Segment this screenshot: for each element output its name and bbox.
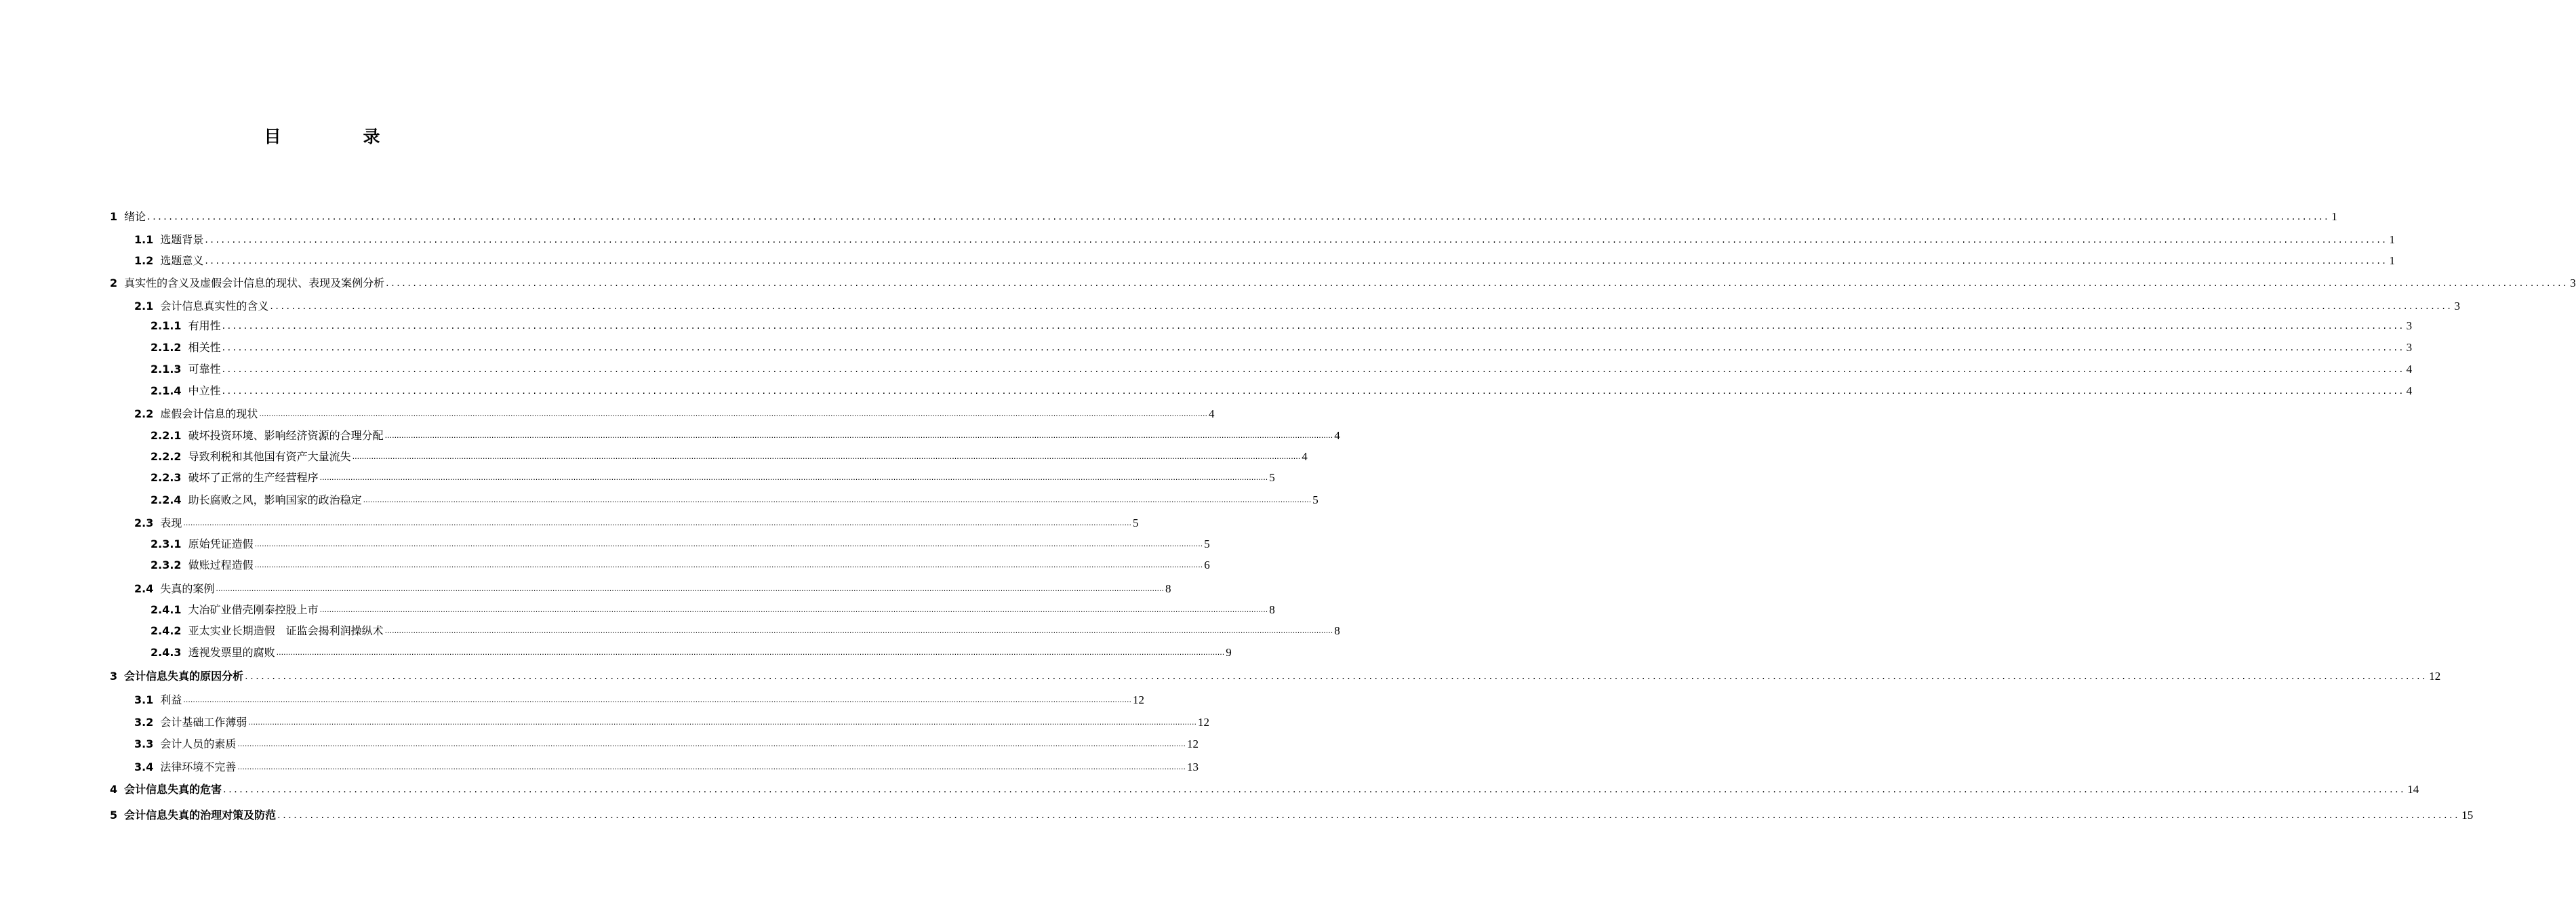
toc-entry[interactable] bbox=[110, 207, 2337, 224]
toc-entry[interactable] bbox=[150, 468, 1275, 485]
toc-entry[interactable] bbox=[134, 713, 1209, 729]
toc-entry[interactable] bbox=[150, 643, 1232, 660]
toc-entry-label: 中立性 bbox=[188, 384, 221, 397]
toc-entry-page: 4 bbox=[1302, 450, 1308, 463]
toc-entry-label: 会计信息失真的危害 bbox=[124, 783, 222, 796]
toc-dot-leader: ................................................................................................................................................................................................................................................................................................................................................................................................................ bbox=[223, 784, 2407, 795]
toc-dot-leader: ................................................................................................................................................................................................................................................................................................................................................................................................................ bbox=[183, 519, 1131, 527]
toc-dot-leader: ................................................................................................................................................................................................................................................................................................................................................................................................................ bbox=[277, 810, 2461, 821]
toc-entry-number: 2.1.3 bbox=[150, 363, 182, 376]
toc-dot-leader: ................................................................................................................................................................................................................................................................................................................................................................................................................ bbox=[276, 648, 1225, 657]
toc-entry-number: 2 bbox=[110, 277, 118, 289]
toc-entry-number: 3.1 bbox=[134, 693, 154, 706]
toc-entry-page: 3 bbox=[2406, 319, 2413, 332]
toc-entry-number: 2.4.2 bbox=[150, 624, 182, 637]
toc-entry-page: 4 bbox=[1209, 407, 1215, 420]
toc-entry[interactable] bbox=[110, 780, 2419, 796]
toc-dot-leader: ................................................................................................................................................................................................................................................................................................................................................................................................................ bbox=[222, 321, 2405, 331]
toc-entry-page: 1 bbox=[2389, 254, 2395, 267]
toc-entry[interactable] bbox=[150, 360, 2413, 376]
toc-entry-page: 5 bbox=[1312, 493, 1319, 506]
toc-dot-leader: ................................................................................................................................................................................................................................................................................................................................................................................................................ bbox=[222, 386, 2405, 397]
toc-entry[interactable] bbox=[134, 735, 1199, 751]
toc-dot-leader: ................................................................................................................................................................................................................................................................................................................................................................................................................ bbox=[248, 718, 1196, 727]
toc-entry-page: 5 bbox=[1269, 471, 1275, 484]
toc-entry-number: 2.4.3 bbox=[150, 646, 182, 659]
toc-entry-number: 5 bbox=[110, 809, 118, 822]
toc-entry-number: 2.1 bbox=[134, 300, 154, 312]
toc-entry-page: 13 bbox=[1187, 761, 1199, 773]
toc-entry-page: 15 bbox=[2461, 809, 2474, 822]
page-title: 目 录 bbox=[264, 127, 413, 146]
toc-entry-page: 3 bbox=[2406, 341, 2413, 354]
toc-entry-number: 2.2.4 bbox=[150, 493, 182, 506]
toc-entry-page: 4 bbox=[2406, 384, 2413, 397]
toc-dot-leader: ................................................................................................................................................................................................................................................................................................................................................................................................................ bbox=[254, 540, 1203, 548]
toc-entry-number: 3.3 bbox=[134, 737, 154, 750]
toc-entry[interactable] bbox=[134, 758, 1199, 774]
toc-entry-label: 利益 bbox=[160, 693, 182, 706]
toc-entry[interactable] bbox=[150, 447, 1308, 464]
toc-entry[interactable] bbox=[134, 251, 2395, 268]
toc-entry-number: 2.2.1 bbox=[150, 429, 182, 442]
toc-entry-number: 2.2 bbox=[134, 407, 154, 420]
toc-entry-number: 2.1.2 bbox=[150, 341, 182, 354]
toc-entry-label: 会计信息失真的原因分析 bbox=[124, 670, 244, 683]
toc-entry-page: 12 bbox=[2429, 670, 2441, 683]
toc-entry-label: 选题意义 bbox=[160, 254, 204, 267]
toc-dot-leader: ................................................................................................................................................................................................................................................................................................................................................................................................................ bbox=[384, 626, 1333, 635]
toc-entry-page: 12 bbox=[1198, 716, 1209, 729]
toc-entry-page: 12 bbox=[1133, 693, 1144, 706]
toc-entry-page: 14 bbox=[2407, 783, 2419, 796]
toc-entry-number: 3.4 bbox=[134, 761, 154, 773]
toc-entry[interactable] bbox=[134, 405, 1215, 421]
toc-entry-number: 1 bbox=[110, 210, 118, 223]
toc-entry[interactable] bbox=[150, 556, 1210, 572]
toc-entry-label: 有用性 bbox=[188, 319, 221, 332]
toc-entry-number: 2.3 bbox=[134, 517, 154, 529]
toc-entry-page: 3 bbox=[2570, 277, 2576, 289]
toc-entry[interactable] bbox=[110, 667, 2441, 683]
toc-dot-leader: ................................................................................................................................................................................................................................................................................................................................................................................................................ bbox=[237, 740, 1186, 748]
toc-entry-number: 2.4.1 bbox=[150, 603, 182, 616]
toc-entry-page: 3 bbox=[2454, 300, 2460, 312]
toc-entry[interactable] bbox=[150, 317, 2413, 333]
toc-entry[interactable] bbox=[110, 806, 2474, 822]
toc-entry-label: 失真的案例 bbox=[160, 582, 215, 595]
toc-dot-leader: ................................................................................................................................................................................................................................................................................................................................................................................................................ bbox=[222, 342, 2405, 353]
toc-entry-number: 1.2 bbox=[134, 254, 154, 267]
toc-entry-label: 法律环境不完善 bbox=[160, 761, 237, 773]
toc-entry-number: 3 bbox=[110, 670, 118, 683]
toc-entry-page: 4 bbox=[1334, 429, 1340, 442]
toc-entry[interactable] bbox=[134, 580, 1171, 596]
toc-dot-leader: ................................................................................................................................................................................................................................................................................................................................................................................................................ bbox=[222, 364, 2405, 375]
toc-entry-label: 助长腐败之风，影响国家的政治稳定 bbox=[188, 493, 362, 506]
toc-dot-leader: ................................................................................................................................................................................................................................................................................................................................................................................................................ bbox=[363, 495, 1312, 504]
toc-dot-leader: ................................................................................................................................................................................................................................................................................................................................................................................................................ bbox=[183, 695, 1131, 704]
toc-entry-label: 表现 bbox=[160, 517, 182, 529]
toc-entry-number: 4 bbox=[110, 783, 118, 796]
toc-entry-page: 1 bbox=[2389, 233, 2395, 246]
toc-entry[interactable] bbox=[150, 601, 1275, 617]
toc-dot-leader: ................................................................................................................................................................................................................................................................................................................................................................................................................ bbox=[147, 211, 2331, 222]
toc-entry[interactable] bbox=[134, 230, 2395, 247]
toc-dot-leader: ................................................................................................................................................................................................................................................................................................................................................................................................................ bbox=[205, 256, 2388, 266]
toc-entry-page: 9 bbox=[1226, 646, 1232, 659]
toc-dot-leader: ................................................................................................................................................................................................................................................................................................................................................................................................................ bbox=[259, 409, 1207, 418]
toc-entry-label: 选题背景 bbox=[160, 233, 204, 246]
toc-entry[interactable] bbox=[150, 338, 2413, 355]
toc-entry-page: 12 bbox=[1187, 737, 1199, 750]
toc-entry-label: 会计信息真实性的含义 bbox=[160, 300, 269, 312]
toc-entry-label: 大冶矿业借壳刚泰控股上市 bbox=[188, 603, 319, 616]
toc-dot-leader: ................................................................................................................................................................................................................................................................................................................................................................................................................ bbox=[386, 278, 2569, 289]
toc-entry-label: 可靠性 bbox=[188, 363, 221, 376]
toc-entry-label: 原始凭证造假 bbox=[188, 538, 254, 550]
toc-entry-label: 相关性 bbox=[188, 341, 221, 354]
toc-entry-label: 会计信息失真的治理对策及防范 bbox=[124, 809, 277, 822]
toc-entry[interactable] bbox=[134, 691, 1144, 707]
toc-entry-number: 2.1.4 bbox=[150, 384, 182, 397]
toc-entry-label: 破坏了正常的生产经营程序 bbox=[188, 471, 319, 484]
toc-entry-number: 2.2.2 bbox=[150, 450, 182, 463]
toc-entry-page: 6 bbox=[1204, 559, 1210, 571]
toc-entry-page: 5 bbox=[1204, 538, 1210, 550]
toc-entry-number: 2.3.1 bbox=[150, 538, 182, 550]
toc-entry-label: 会计基础工作薄弱 bbox=[160, 716, 247, 729]
toc-entry-label: 透视发票里的腐败 bbox=[188, 646, 275, 659]
toc-entry-number: 3.2 bbox=[134, 716, 154, 729]
toc-entry-label: 破坏投资环境、影响经济资源的合理分配 bbox=[188, 429, 384, 442]
toc-entry-number: 2.1.1 bbox=[150, 319, 182, 332]
toc-dot-leader: ................................................................................................................................................................................................................................................................................................................................................................................................................ bbox=[319, 605, 1268, 614]
toc-dot-leader: ................................................................................................................................................................................................................................................................................................................................................................................................................ bbox=[270, 301, 2453, 312]
toc-entry-page: 8 bbox=[1165, 582, 1171, 595]
toc-entry[interactable] bbox=[134, 297, 2460, 313]
toc-dot-leader: ................................................................................................................................................................................................................................................................................................................................................................................................................ bbox=[216, 584, 1164, 593]
toc-entry-label: 会计人员的素质 bbox=[160, 737, 237, 750]
toc-entry-page: 5 bbox=[1133, 517, 1139, 529]
toc-dot-leader: ................................................................................................................................................................................................................................................................................................................................................................................................................ bbox=[245, 671, 2428, 682]
toc-entry[interactable] bbox=[150, 491, 1319, 507]
toc-entry[interactable] bbox=[150, 622, 1340, 638]
toc-entry[interactable] bbox=[150, 426, 1340, 443]
toc-entry-page: 8 bbox=[1334, 624, 1340, 637]
toc-entry-number: 2.3.2 bbox=[150, 559, 182, 571]
toc-entry-label: 真实性的含义及虚假会计信息的现状、表现及案例分析 bbox=[124, 277, 385, 289]
toc-entry-label: 虚假会计信息的现状 bbox=[160, 407, 258, 420]
toc-entry[interactable] bbox=[150, 535, 1210, 551]
toc-entry-label: 绪论 bbox=[124, 210, 146, 223]
toc-dot-leader: ................................................................................................................................................................................................................................................................................................................................................................................................................ bbox=[205, 235, 2388, 245]
toc-dot-leader: ................................................................................................................................................................................................................................................................................................................................................................................................................ bbox=[352, 452, 1301, 461]
toc-dot-leader: ................................................................................................................................................................................................................................................................................................................................................................................................................ bbox=[384, 431, 1333, 440]
toc-entry[interactable] bbox=[150, 382, 2413, 398]
toc-entry-number: 2.2.3 bbox=[150, 471, 182, 484]
toc-entry[interactable] bbox=[134, 514, 1139, 530]
toc-entry-number: 2.4 bbox=[134, 582, 154, 595]
toc-dot-leader: ................................................................................................................................................................................................................................................................................................................................................................................................................ bbox=[254, 561, 1203, 569]
toc-dot-leader: ................................................................................................................................................................................................................................................................................................................................................................................................................ bbox=[319, 473, 1268, 482]
toc-entry-label: 亚太实业长期造假 证监会揭利润操纵术 bbox=[188, 624, 384, 637]
toc-entry-label: 导致利税和其他国有资产大量流失 bbox=[188, 450, 351, 463]
toc-entry-page: 1 bbox=[2331, 210, 2337, 223]
toc-entry[interactable] bbox=[110, 274, 2576, 290]
toc-entry-number: 1.1 bbox=[134, 233, 154, 246]
toc-entry-page: 8 bbox=[1269, 603, 1275, 616]
toc-entry-label: 做账过程造假 bbox=[188, 559, 254, 571]
toc-dot-leader: ................................................................................................................................................................................................................................................................................................................................................................................................................ bbox=[237, 763, 1186, 771]
toc-entry-page: 4 bbox=[2406, 363, 2413, 376]
